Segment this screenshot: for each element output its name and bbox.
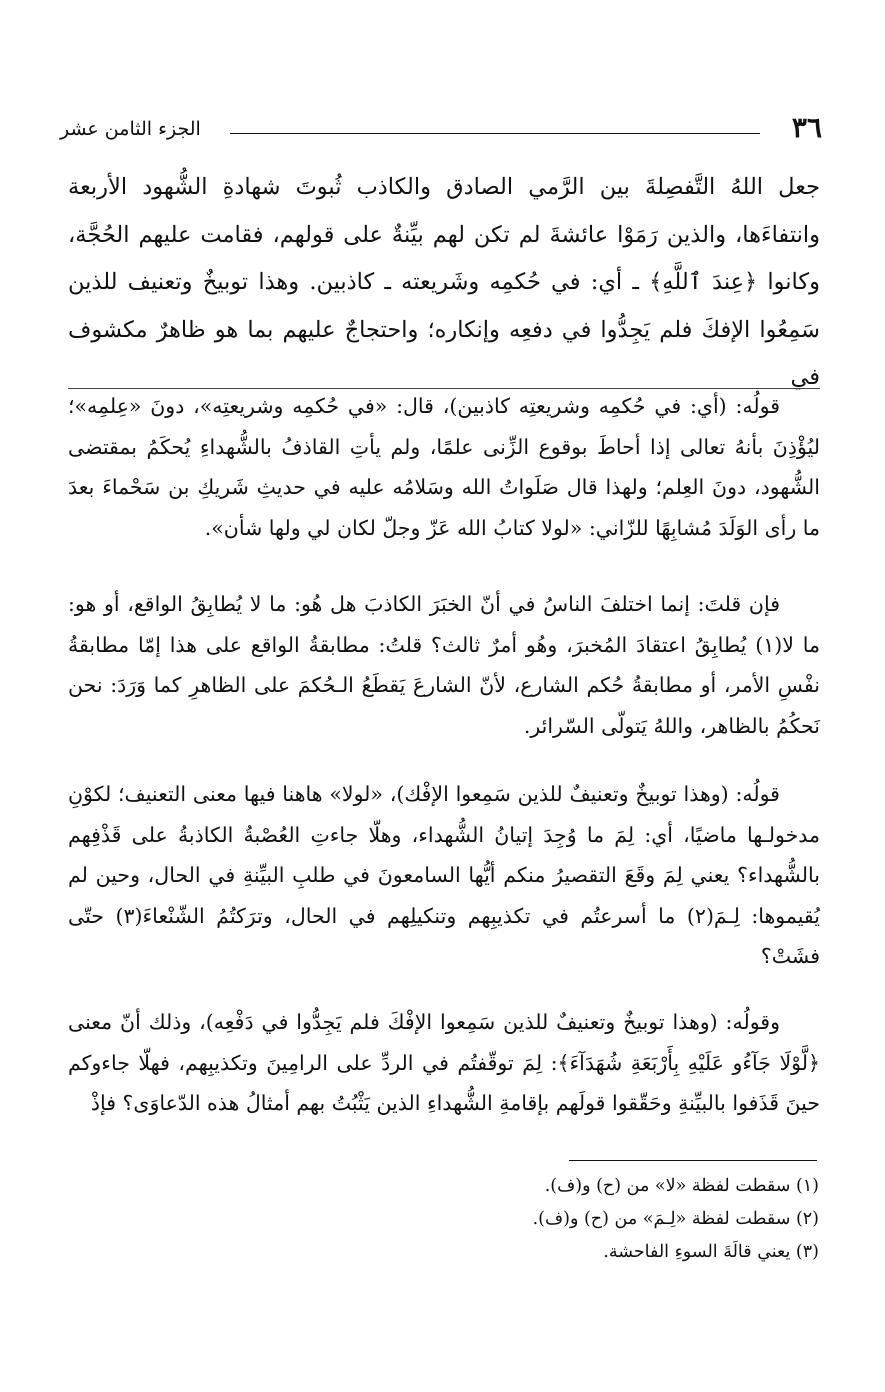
commentary-text: قولُه: (أي: في حُكمِه وشريعتِه كاذبين)، قال: «في حُكمِه وشريعتِه»، دونَ «عِلمِه»؛ ليُؤْذِنَ بأنهُ تعالى إذا أحاطَ بوقوع الزِّنى علمًا، ولم يأتِ القاذفُ بالشُّهداءِ يُحكَمُ بمقتضى الشُّهود، دونَ العِلم؛ ولهذا قال صَلَواتُ الله وسَلامُه عليه في حديثِ شَريكِ بن سَحْماءَ بعدَ ما رأى الوَلَدَ مُشابِهًا للزّاني: «لولا كتابُ الله عَزّ وجلّ لكان لي ولها شأن». — [68, 394, 820, 540]
footnote-2: (٢) سقطت لفظة «لِـمَ» من (ح) و(ف). — [532, 1209, 819, 1229]
commentary-paragraph-3 — [68, 774, 820, 977]
footnote-rule — [569, 1160, 817, 1161]
commentary-paragraph-4 — [68, 1002, 820, 1124]
page-header — [60, 110, 822, 146]
main-text: جعل اللهُ التَّفصِلةَ بين الرَّمي الصادق والكاذب ثُبوتَ شهادةِ الشُّهود الأربعة وانتفاءَها، والذين رَمَوْا عائشةَ لم تكن لهم بيِّنةٌ على قولهم، فقامت عليهم الحُجَّة، وكانوا ﴿عِندَ ٱللَّهِ﴾ ـ أي: في حُكمِه وشَريعته ـ كاذبين. وهذا توبيخٌ وتعنيف للذين سَمِعُوا الإفكَ فلم يَجِدُّوا في دفعِه وإنكاره؛ واحتجاجٌ عليهم بما هو ظاهرٌ مكشوف في — [68, 174, 820, 390]
page-number: ٣٦ — [791, 111, 822, 144]
footnotes — [319, 1170, 819, 1269]
running-title: الجزء الثامن عشر — [60, 118, 201, 140]
commentary-paragraph-1 — [68, 386, 820, 548]
header-rule — [230, 133, 760, 134]
footnote-3: (٣) يعني قالَةَ السوءِ الفاحشة. — [603, 1242, 819, 1262]
commentary-paragraph-2 — [68, 584, 820, 746]
commentary-text: وقولُه: (وهذا توبيخٌ وتعنيفٌ للذين سَمِعوا الإفْكَ فلم يَجِدُّوا في دَفْعِه)، وذلك أنّ معنى ﴿لَّوْلَا جَآءُو عَلَيْهِ بِأَرْبَعَةِ شُهَدَآءَ﴾: لِمَ توقّفتُم في الردِّ على الرامِينَ وتكذيبِهم، فهلّا جاءوكم حينَ قَذَفوا بالبيِّنةِ وحَقّقوا قولَهم بإقامةِ الشُّهداءِ الذين يَثْبُتُ بهم أمثالُ هذه الدّعاوَى؟ فإذْ — [68, 1010, 820, 1115]
commentary-text: قولُه: (وهذا توبيخٌ وتعنيفٌ للذين سَمِعوا الإفْك)، «لولا» هاهنا فيها معنى التعنيف؛ لكوْنِ مدخولـها ماضيًا، أي: لِمَ ما وُجِدَ إتيانُ الشُّهداء، وهلّا جاءتِ العُصْبةُ الكاذبةُ على قَذْفِهم بالشُّهداء؟ يعني لِمَ وقَعَ التقصيرُ منكم أيُّها السامعونَ في طلبِ البيِّنةِ في الحال، وحين لم يُقيموها: لِـمَ(٢) ما أسرعتُم في تكذيبِهم وتنكيلِهم في الحال، وترَكتُمُ الشّنْعاءَ(٣) حتّى فشَتْ؟ — [68, 782, 821, 968]
footnote-1: (١) سقطت لفظة «لا» من (ح) و(ف). — [544, 1176, 819, 1196]
commentary-text: فإن قلتَ: إنما اختلفَ الناسُ في أنّ الخبَرَ الكاذبَ هل هُو: ما لا يُطابِقُ الواقع، أو هو: ما لا(١) يُطابِقُ اعتقادَ المُخبرَ، وهُو أمرٌ ثالث؟ قلتُ: مطابقةُ الواقع على هذا إمّا مطابقةُ نفْسِ الأمر، أو مطابقةُ حُكم الشارع، لأنّ الشارعَ يَقطَعُ الـحُكمَ على الظاهرِ كما وَرَدَ: نحن نَحكُمُ بالظاهر، واللهُ يَتولّى السّرائر. — [68, 592, 820, 738]
